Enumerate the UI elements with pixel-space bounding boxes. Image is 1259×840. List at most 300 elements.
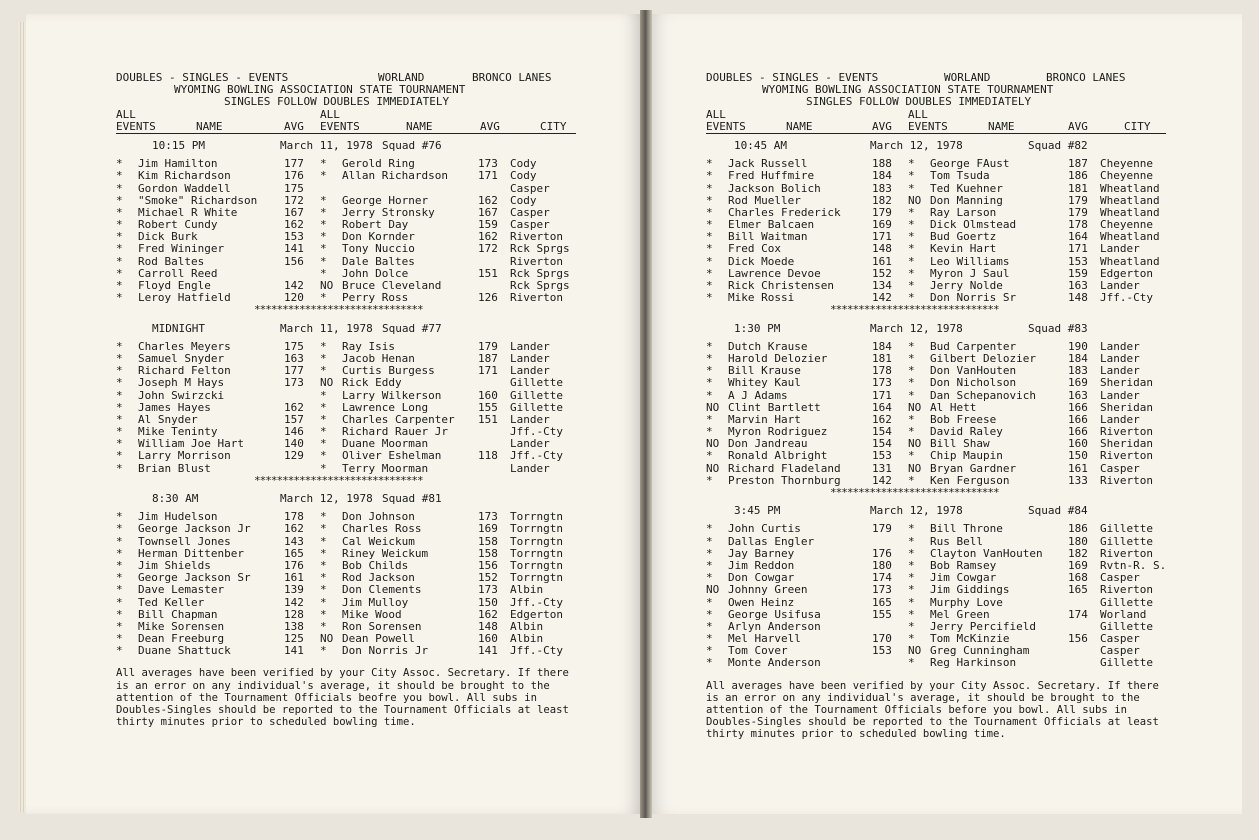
city: Gillette — [510, 388, 563, 402]
name-2: Ron Sorensen — [342, 619, 422, 633]
avg-2: 162 — [478, 230, 498, 244]
name-2: Don VanHouten — [930, 364, 1017, 378]
mark-1: * — [116, 558, 123, 572]
squad-heading — [706, 140, 1166, 152]
name-1: Joseph M Hays — [138, 376, 225, 390]
table-row — [116, 584, 576, 596]
col-all-2: ALL — [320, 107, 340, 121]
avg-2: 180 — [1068, 534, 1088, 548]
name-1: "Smoke" Richardson — [138, 193, 258, 207]
city: Casper — [1100, 461, 1140, 475]
mark-2: * — [320, 583, 327, 597]
mark-1: * — [116, 376, 123, 390]
name-2: Jerry Stronsky — [342, 205, 435, 219]
table-row — [116, 536, 576, 548]
avg-1: 148 — [872, 242, 892, 256]
squad-date: March 12, 1978 — [870, 504, 963, 518]
mark-2: * — [908, 522, 915, 536]
city: Gillette — [1100, 534, 1153, 548]
separator-stars: ****************************** — [254, 303, 423, 317]
squad-time: 8:30 AM — [152, 492, 199, 506]
col-name-1: NAME — [196, 119, 223, 133]
avg-1: 171 — [872, 388, 892, 402]
mark-2: NO — [908, 437, 922, 451]
header-line-3 — [706, 96, 1166, 108]
avg-2: 169 — [1068, 376, 1088, 390]
city: Gillette — [1100, 595, 1153, 609]
avg-1: 142 — [284, 279, 304, 293]
name-1: George Usifusa — [728, 607, 821, 621]
mark-1: * — [116, 205, 123, 219]
city: Jff.-Cty — [510, 425, 563, 439]
avg-2: 162 — [478, 607, 498, 621]
events-heading: DOUBLES - SINGLES - EVENTS — [116, 71, 289, 84]
avg-2: 156 — [478, 558, 498, 572]
avg-1: 178 — [872, 364, 892, 378]
mark-2: * — [908, 230, 915, 244]
mark-1: * — [116, 400, 123, 414]
avg-2: 118 — [478, 449, 498, 463]
name-1: Jim Hudelson — [138, 510, 218, 524]
name-1: Dick Moede — [728, 254, 795, 268]
mark-1: * — [116, 388, 123, 402]
city: Cheyenne — [1100, 218, 1153, 232]
avg-2: 155 — [478, 400, 498, 414]
name-1: Don Cowgar — [728, 571, 795, 585]
mark-2: * — [320, 400, 327, 414]
book-spine — [640, 10, 652, 818]
name-1: Gordon Waddell — [138, 181, 231, 195]
right-page — [652, 14, 1242, 814]
mark-1: * — [116, 266, 123, 280]
city: Riverton — [1100, 583, 1153, 597]
table-row — [116, 256, 576, 268]
mark-2: * — [320, 230, 327, 244]
mark-1: * — [706, 425, 713, 439]
table-row — [706, 523, 1166, 535]
avg-2: 179 — [1068, 193, 1088, 207]
separator-stars: ****************************** — [830, 486, 999, 500]
mark-2: * — [908, 546, 915, 560]
mark-2: * — [908, 266, 915, 280]
mark-1: * — [706, 656, 713, 670]
avg-1: 157 — [284, 412, 304, 426]
city: Gillette — [1100, 522, 1153, 536]
avg-2: 173 — [478, 510, 498, 524]
mark-2: * — [908, 388, 915, 402]
col-events-1: EVENTS — [706, 119, 746, 133]
mark-2: * — [908, 218, 915, 232]
name-1: Kim Richardson — [138, 169, 231, 183]
avg-2: 148 — [478, 619, 498, 633]
city: Torrngtn — [510, 534, 563, 548]
table-row — [706, 243, 1166, 255]
city: Torrngtn — [510, 522, 563, 536]
table-row — [116, 523, 576, 535]
name-2: Bruce Cleveland — [342, 279, 442, 293]
avg-2: 160 — [478, 632, 498, 646]
avg-1: 139 — [284, 583, 304, 597]
avg-2: 160 — [478, 388, 498, 402]
mark-2: * — [320, 534, 327, 548]
city: Cody — [510, 193, 537, 207]
city-heading: WORLAND — [378, 71, 425, 84]
name-2: Ray Larson — [930, 205, 997, 219]
name-1: Michael R White — [138, 205, 238, 219]
mark-1: * — [116, 632, 123, 646]
avg-2: 158 — [478, 546, 498, 560]
mark-2: * — [908, 558, 915, 572]
mark-2: * — [908, 656, 915, 670]
table-row — [116, 645, 576, 657]
mark-1: * — [706, 351, 713, 365]
mark-2: * — [908, 619, 915, 633]
avg-2: 181 — [1068, 181, 1088, 195]
avg-1: 165 — [284, 546, 304, 560]
squad-time: 10:15 PM — [152, 138, 205, 152]
name-1: George Jackson Sr — [138, 571, 251, 585]
avg-1: 169 — [872, 218, 892, 232]
name-2: Tom Tsuda — [930, 169, 990, 183]
city: Casper — [510, 205, 550, 219]
squad-number: Squad #77 — [382, 321, 442, 335]
mark-2: * — [320, 193, 327, 207]
avg-1: 177 — [284, 157, 304, 171]
city-heading: WORLAND — [944, 71, 991, 84]
name-1: Carroll Reed — [138, 266, 218, 280]
mark-2: * — [908, 339, 915, 353]
mark-1: * — [706, 254, 713, 268]
avg-2: 164 — [1068, 230, 1088, 244]
name-1: Bill Waitman — [728, 230, 808, 244]
avg-1: 131 — [872, 461, 892, 475]
squad-heading — [706, 505, 1166, 517]
name-1: A J Adams — [728, 388, 788, 402]
mark-1: * — [706, 291, 713, 305]
avg-1: 153 — [872, 449, 892, 463]
col-avg-1: AVG — [284, 119, 304, 133]
mark-1: * — [116, 254, 123, 268]
mark-2: * — [908, 169, 915, 183]
mark-1: * — [706, 181, 713, 195]
name-1: Mel Harvell — [728, 632, 801, 646]
name-2: Charles Ross — [342, 522, 422, 536]
squad-heading — [116, 140, 576, 152]
name-2: Bud Carpenter — [930, 339, 1017, 353]
mark-1: * — [706, 157, 713, 171]
mark-2: * — [320, 558, 327, 572]
name-1: Whitey Kaul — [728, 376, 801, 390]
table-row — [706, 584, 1166, 596]
city: Casper — [510, 181, 550, 195]
city: Lander — [510, 412, 550, 426]
squad-block — [706, 140, 1166, 317]
avg-1: 188 — [872, 157, 892, 171]
mark-1: * — [706, 473, 713, 487]
name-1: Myron Rodriguez — [728, 425, 828, 439]
name-2: Dale Baltes — [342, 254, 415, 268]
table-row — [706, 377, 1166, 389]
mark-1: * — [706, 595, 713, 609]
squad-block — [116, 493, 576, 657]
mark-2: * — [908, 254, 915, 268]
avg-2: 190 — [1068, 339, 1088, 353]
mark-1: * — [116, 571, 123, 585]
mark-2: * — [908, 376, 915, 390]
avg-2: 173 — [478, 157, 498, 171]
name-1: Jim Reddon — [728, 558, 795, 572]
name-1: Don Jandreau — [728, 437, 808, 451]
avg-2: 179 — [1068, 205, 1088, 219]
avg-1: 182 — [872, 193, 892, 207]
name-2: Don Nicholson — [930, 376, 1017, 390]
mark-1: NO — [706, 437, 720, 451]
city: Jff.-Cty — [1100, 291, 1153, 305]
avg-1: 141 — [284, 242, 304, 256]
name-1: Bill Chapman — [138, 607, 218, 621]
city: Torrngtn — [510, 558, 563, 572]
col-all-2: ALL — [908, 107, 928, 121]
squad-block — [116, 323, 576, 487]
name-1: John Curtis — [728, 522, 801, 536]
avg-1: 134 — [872, 279, 892, 293]
city: Lander — [1100, 412, 1140, 426]
name-1: Robert Cundy — [138, 218, 218, 232]
city: Rck Sprgs — [510, 242, 570, 256]
name-2: Bryan Gardner — [930, 461, 1017, 475]
squad-block — [706, 323, 1166, 500]
mark-2: NO — [320, 376, 334, 390]
table-row — [706, 292, 1166, 304]
table-row — [116, 243, 576, 255]
name-1: Rod Baltes — [138, 254, 205, 268]
squad-time: MIDNIGHT — [152, 321, 205, 335]
name-2: Gerold Ring — [342, 157, 415, 171]
name-1: Mike Rossi — [728, 291, 795, 305]
name-1: Samuel Snyder — [138, 351, 225, 365]
name-1: Harold Delozier — [728, 351, 828, 365]
avg-2: 158 — [478, 534, 498, 548]
name-2: Don Kornder — [342, 230, 415, 244]
name-2: Rick Eddy — [342, 376, 402, 390]
squad-number: Squad #83 — [1028, 321, 1088, 335]
table-row — [706, 450, 1166, 462]
avg-1: 176 — [872, 546, 892, 560]
separator-stars: ****************************** — [830, 303, 999, 317]
mark-2: NO — [908, 400, 922, 414]
name-1: Fred Wininger — [138, 242, 225, 256]
mark-2: * — [320, 510, 327, 524]
squad-date: March 12, 1978 — [870, 138, 963, 152]
city: Lander — [510, 364, 550, 378]
avg-1: 138 — [284, 619, 304, 633]
mark-2: NO — [320, 279, 334, 293]
squad-heading — [116, 493, 576, 505]
avg-2: 172 — [478, 242, 498, 256]
name-2: Robert Day — [342, 218, 409, 232]
avg-1: 143 — [284, 534, 304, 548]
left-squads — [116, 140, 576, 658]
table-row — [706, 597, 1166, 609]
name-1: Bill Krause — [728, 364, 801, 378]
squad-number: Squad #76 — [382, 138, 442, 152]
mark-1: * — [116, 449, 123, 463]
header-line-3 — [116, 96, 576, 108]
avg-1: 183 — [872, 181, 892, 195]
city: Jff.-Cty — [510, 595, 563, 609]
name-2: Dick Olmstead — [930, 218, 1017, 232]
mark-2: * — [320, 461, 327, 475]
mark-2: NO — [908, 644, 922, 658]
table-row — [706, 390, 1166, 402]
mark-1: * — [706, 279, 713, 293]
mark-1: * — [116, 461, 123, 475]
mark-2: * — [908, 425, 915, 439]
mark-1: NO — [706, 461, 720, 475]
col-city: CITY — [1124, 119, 1151, 133]
city: Riverton — [510, 254, 563, 268]
name-2: George FAust — [930, 157, 1010, 171]
name-2: Bob Childs — [342, 558, 409, 572]
avg-2: 163 — [1068, 279, 1088, 293]
mark-1: * — [706, 388, 713, 402]
mark-1: * — [116, 510, 123, 524]
avg-1: 152 — [872, 266, 892, 280]
col-avg-2: AVG — [1068, 119, 1088, 133]
mark-1: * — [116, 546, 123, 560]
avg-2: 178 — [1068, 218, 1088, 232]
name-1: Fred Huffmire — [728, 169, 815, 183]
name-2: Leo Williams — [930, 254, 1010, 268]
mark-2: * — [908, 181, 915, 195]
avg-2: 141 — [478, 644, 498, 658]
name-1: Al Snyder — [138, 412, 198, 426]
mark-1: * — [116, 437, 123, 451]
avg-1: 156 — [284, 254, 304, 268]
left-page — [26, 14, 640, 814]
mark-2: * — [320, 546, 327, 560]
city: Torrngtn — [510, 571, 563, 585]
avg-1: 154 — [872, 437, 892, 451]
city: Wheatland — [1100, 205, 1160, 219]
mark-2: * — [320, 412, 327, 426]
name-1: Larry Morrison — [138, 449, 231, 463]
mark-1: * — [706, 193, 713, 207]
squad-time: 1:30 PM — [734, 321, 781, 335]
city: Lander — [510, 437, 550, 451]
name-1: John Swirzcki — [138, 388, 225, 402]
avg-2: 171 — [478, 169, 498, 183]
city: Sheridan — [1100, 376, 1153, 390]
name-2: Jim Cowgar — [930, 571, 997, 585]
name-2: Al Hett — [930, 400, 977, 414]
city: Sheridan — [1100, 437, 1153, 451]
table-row — [706, 183, 1166, 195]
name-1: Dallas Engler — [728, 534, 815, 548]
avg-2: 150 — [478, 595, 498, 609]
name-1: Owen Heinz — [728, 595, 795, 609]
name-1: Johnny Green — [728, 583, 808, 597]
mark-1: * — [706, 644, 713, 658]
avg-2: 166 — [1068, 425, 1088, 439]
squad-block — [116, 140, 576, 317]
table-row — [116, 183, 576, 195]
name-2: Bob Freese — [930, 412, 997, 426]
name-2: Cal Weickum — [342, 534, 415, 548]
mark-1: * — [116, 193, 123, 207]
right-column — [706, 72, 1166, 741]
city: Gillette — [1100, 656, 1153, 670]
city: Riverton — [1100, 546, 1153, 560]
mark-2: * — [320, 205, 327, 219]
mark-2: * — [320, 388, 327, 402]
name-2: Don Norris Sr — [930, 291, 1017, 305]
mark-2: * — [908, 571, 915, 585]
col-events-1: EVENTS — [116, 119, 156, 133]
avg-1: 164 — [872, 400, 892, 414]
mark-2: * — [320, 218, 327, 232]
name-1: Townsell Jones — [138, 534, 231, 548]
avg-2: 184 — [1068, 351, 1088, 365]
squad-number: Squad #84 — [1028, 504, 1088, 518]
separator-stars: ****************************** — [254, 473, 423, 487]
col-avg-1: AVG — [872, 119, 892, 133]
mark-2: * — [908, 473, 915, 487]
name-1: Lawrence Devoe — [728, 266, 821, 280]
mark-1: * — [116, 339, 123, 353]
name-2: Greg Cunningham — [930, 644, 1030, 658]
name-2: Duane Moorman — [342, 437, 429, 451]
mark-2: * — [908, 607, 915, 621]
city: Cheyenne — [1100, 157, 1153, 171]
name-1: Elmer Balcaen — [728, 218, 815, 232]
avg-1: 176 — [284, 558, 304, 572]
mark-2: * — [320, 571, 327, 585]
name-2: Kevin Hart — [930, 242, 997, 256]
mark-1: * — [116, 644, 123, 658]
mark-1: * — [706, 364, 713, 378]
name-2: Mel Green — [930, 607, 990, 621]
avg-1: 128 — [284, 607, 304, 621]
name-2: Tom McKinzie — [930, 632, 1010, 646]
city: Gillette — [1100, 619, 1153, 633]
city: Sheridan — [1100, 400, 1153, 414]
col-all-1: ALL — [706, 107, 726, 121]
table-row — [116, 292, 576, 304]
avg-2: 166 — [1068, 400, 1088, 414]
squad-block — [706, 505, 1166, 669]
avg-1: 173 — [872, 583, 892, 597]
name-2: David Raley — [930, 425, 1003, 439]
mark-2: * — [320, 266, 327, 280]
table-row — [706, 536, 1166, 548]
city: Wheatland — [1100, 254, 1160, 268]
avg-1: 174 — [872, 571, 892, 585]
avg-1: 184 — [872, 169, 892, 183]
city: Rvtn-R. S. — [1100, 558, 1167, 572]
mark-1: NO — [706, 583, 720, 597]
avg-1: 161 — [872, 254, 892, 268]
mark-2: * — [908, 632, 915, 646]
name-1: Jack Russell — [728, 157, 808, 171]
avg-2: 165 — [1068, 583, 1088, 597]
name-1: Monte Anderson — [728, 656, 821, 670]
avg-2: 174 — [1068, 607, 1088, 621]
avg-1: 172 — [284, 193, 304, 207]
mark-1: * — [706, 205, 713, 219]
name-1: Jackson Bolich — [728, 181, 821, 195]
avg-1: 155 — [872, 607, 892, 621]
